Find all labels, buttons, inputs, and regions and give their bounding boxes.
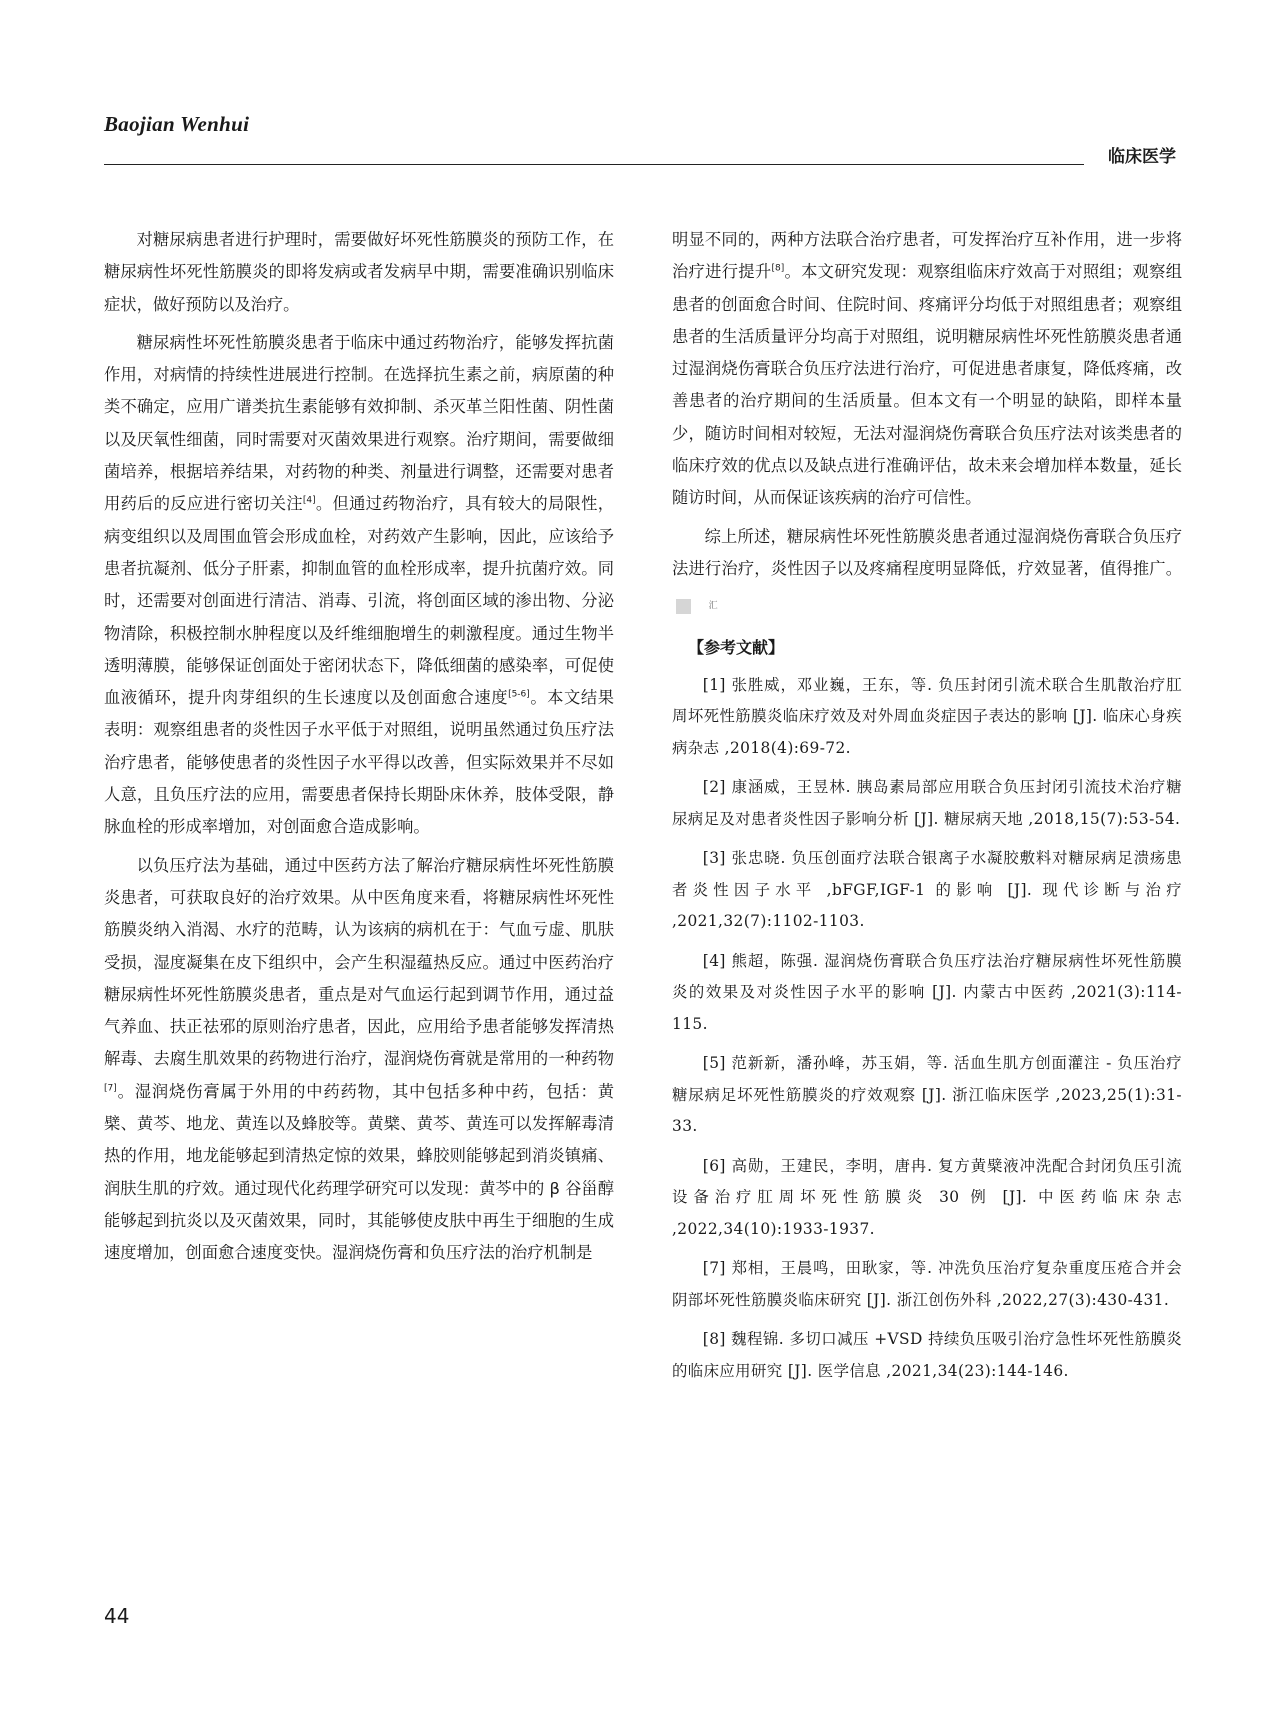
reference-item: [8] 魏程锦. 多切口减压 +VSD 持续负压吸引治疗急性坏死性筋膜炎的临床应用研究 [J]. 医学信息 ,2021,34(23):144-146. [672,1330,1182,1380]
citation: [7] [104,1083,117,1094]
section-label: 临床医学 [1108,147,1176,167]
paragraph-text: 。湿润烧伤膏属于外用的中药药物，其中包括多种中药，包括：黄檗、黄芩、地龙、黄连以及蜂胶等。黄檗、黄芩、黄连可以发挥解毒清热的作用，地龙能够起到清热定惊的效果，蜂胶则能够起到消炎镇痛、润肤生肌的疗效。通过现代化药理学研究可以发现：黄芩中的 β 谷甾醇能够起到抗炎以及灭菌效果，同时，其能够使皮肤中再生于细胞的生成速度增加，创面愈合速度变快。湿润烧伤膏和负压疗法的治疗机制是 [104,1081,614,1263]
paragraph [104,850,614,1270]
paragraph [672,224,1182,515]
reference-item: [6] 高勋，王建民，李明，唐冉. 复方黄檗液冲洗配合封闭负压引流设备治疗肛周坏死性筋膜炎 30 例 [J]. 中医药临床杂志 ,2022,34(10):1933-1937. [672,1156,1182,1238]
paragraph-text: 。本文研究发现：观察组临床疗效高于对照组；观察组患者的创面愈合时间、住院时间、疼痛评分均低于对照组患者；观察组患者的生活质量评分均高于对照组，说明糖尿病性坏死性筋膜炎患者通过湿润烧伤膏联合负压疗法进行治疗，可促进患者康复，降低疼痛，改善患者的治疗期间的生活质量。但本文有一个明显的缺陷，即样本量少，随访时间相对较短，无法对湿润烧伤膏联合负压疗法对该类患者的临床疗效的优点以及缺点进行准确评估，故未来会增加样本数量，延长随访时间，从而保证该疾病的治疗可信性。 [672,262,1182,508]
right-column [672,224,1182,1395]
citation: [4] [302,495,316,506]
header-rule [104,164,1084,165]
citation: [5-6] [508,689,530,700]
references-list [672,670,1182,1388]
paragraph-text: 。本文结果表明：观察组患者的炎性因子水平低于对照组，说明虽然通过负压疗法治疗患者，能够使患者的炎性因子水平得以改善，但实际效果并不尽如人意，且负压疗法的应用，需要患者保持长期卧床休养，肢体受限，静脉血栓的形成率增加，对创面愈合造成影响。 [104,688,614,837]
paragraph: 对糖尿病患者进行护理时，需要做好坏死性筋膜炎的预防工作，在糖尿病性坏死性筋膜炎的即将发病或者发病早中期，需要准确识别临床症状，做好预防以及治疗。 [104,230,614,314]
reference-item: [4] 熊超，陈强. 湿润烧伤膏联合负压疗法治疗糖尿病性坏死性筋膜炎的效果及对炎性因子水平的影响 [J]. 内蒙古中医药 ,2021(3):114-115. [672,951,1182,1033]
left-column [104,224,614,1276]
page-number: 44 [104,1604,130,1628]
paragraph-text: 以负压疗法为基础，通过中医药方法了解治疗糖尿病性坏死性筋膜炎患者，可获取良好的治疗效果。从中医角度来看，将糖尿病性坏死性筋膜炎纳入消渴、水疗的范畴，认为该病的病机在于：气血亏虚、肌肤受损，湿度凝集在皮下组织中，会产生积湿蕴热反应。通过中医药治疗糖尿病性坏死性筋膜炎患者，重点是对气血运行起到调节作用，通过益气养血、扶正祛邪的原则治疗患者，因此，应用给予患者能够发挥清热解毒、去腐生肌效果的药物进行治疗，湿润烧伤膏就是常用的一种药物 [104,855,614,1069]
reference-item: [1] 张胜威，邓业巍，王东，等. 负压封闭引流术联合生肌散治疗肛周坏死性筋膜炎临床疗效及对外周血炎症因子表达的影响 [J]. 临床心身疾病杂志 ,2018(4):69-72. [672,675,1182,757]
reference-item: [2] 康涵威，王昱林. 胰岛素局部应用联合负压封闭引流技术治疗糖尿病足及对患者炎性因子影响分析 [J]. 糖尿病天地 ,2018,15(7):53-54. [672,778,1182,828]
paragraph-text: 。但通过药物治疗，具有较大的局限性，病变组织以及周围血管会形成血栓，对药效产生影响，因此，应该给予患者抗凝剂、低分子肝素，抑制血管的血栓形成率，提升抗菌疗效。同时，还需要对创面进行清洁、消毒、引流，将创面区域的渗出物、分泌物清除，积极控制水肿程度以及纤维细胞增生的刺激程度。通过生物半透明薄膜，能够保证创面处于密闭状态下，降低细菌的感染率，可促使血液循环，提升肉芽组织的生长速度以及创面愈合速度 [104,494,614,708]
end-mark-icon: 汇 [676,599,691,614]
journal-name: Baojian Wenhui [104,112,250,136]
reference-item: [3] 张忠晓. 负压创面疗法联合银离子水凝胶敷料对糖尿病足溃疡患者炎性因子水平 ,bFGF,IGF-1 的影响 [J]. 现代诊断与治疗 ,2021,32(7):1102-1103. [672,849,1182,931]
reference-item: [5] 范新新，潘孙峰，苏玉娟，等. 活血生肌方创面灌注 - 负压治疗糖尿病足坏死性筋膜炎的疗效观察 [J]. 浙江临床医学 ,2023,25(1):31-33. [672,1054,1182,1136]
paragraph [672,521,1182,618]
paragraph-text: 糖尿病性坏死性筋膜炎患者于临床中通过药物治疗，能够发挥抗菌作用，对病情的持续性进展进行控制。在选择抗生素之前，病原菌的种类不确定，应用广谱类抗生素能够有效抑制、杀灭革兰阳性菌、阴性菌以及厌氧性细菌，同时需要对灭菌效果进行观察。治疗期间，需要做细菌培养，根据培养结果，对药物的种类、剂量进行调整，还需要对患者用药后的反应进行密切关注 [104,332,614,514]
reference-item: [7] 郑相，王晨鸣，田耿家，等. 冲洗负压治疗复杂重度压疮合并会阴部坏死性筋膜炎临床研究 [J]. 浙江创伤外科 ,2022,27(3):430-431. [672,1259,1182,1309]
paragraph [104,327,614,844]
paragraph-text: 综上所述，糖尿病性坏死性筋膜炎患者通过湿润烧伤膏联合负压疗法进行治疗，炎性因子以及疼痛程度明显降低，疗效显著，值得推广。 [672,526,1182,578]
paragraph-text: 明显不同的，两种方法联合治疗患者，可发挥治疗互补作用，进一步将治疗进行提升 [672,230,1182,282]
citation: [8] [771,263,785,274]
references-heading: 【参考文献】 [688,637,785,657]
